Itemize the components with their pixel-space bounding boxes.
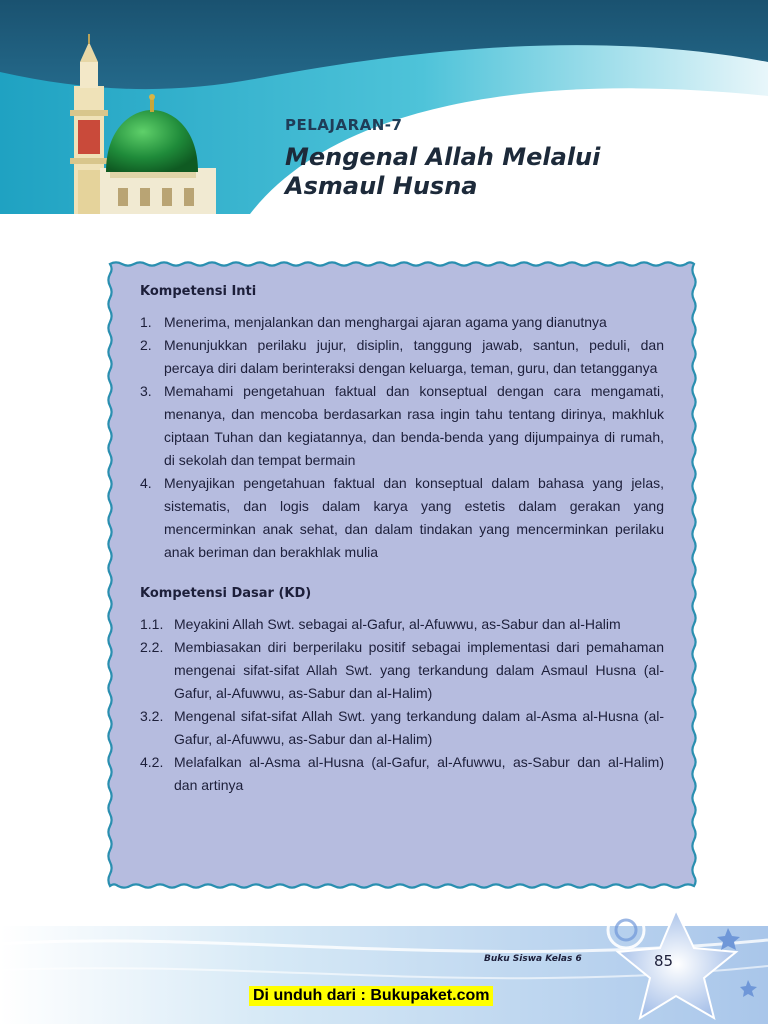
list-item: 2. Menunjukkan perilaku jujur, disiplin, tanggung jawab, santun, peduli, dan percaya diri dalam berinteraksi dengan keluarga, teman, guru, dan tetangganya [140,337,664,376]
kompetensi-inti-list [140,311,664,564]
list-item: 3. Memahami pengetahuan faktual dan konseptual dengan cara mengamati, menanya, dan mencoba berdasarkan rasa ingin tahu tentang dirinya, makhluk ciptaan Tuhan dan kegiatannya, dan benda-benda yang dijumpainya di rumah, di sekolah dan tempat bermain [140,383,664,468]
page-footer [0,900,768,1024]
list-item: 1. Menerima, menjalankan dan menghargai ajaran agama yang dianutnya [140,314,607,330]
lesson-title-line-2: Asmaul Husna [285,172,478,200]
list-item: 4. Menyajikan pengetahuan faktual dan konseptual dalam bahasa yang jelas, sistematis, dan logis dalam karya yang estetis dalam gerakan yang mencerminkan anak sehat, dan dalam tindakan yang mencerminkan perilaku anak beriman dan berakhlak mulia [140,475,664,560]
list-item: 4.2. Melafalkan al-Asma al-Husna (al-Gafur, al-Afuwwu, as-Sabur dan al-Halim) dan artinya [140,754,664,793]
competency-box [140,284,664,797]
kompetensi-inti-title: Kompetensi Inti [140,284,257,299]
list-item: 2.2. Membiasakan diri berperilaku positif sebagai implementasi dari pemahaman mengenai sifat-sifat Allah Swt. yang terkandung dalam Asmaul Husna (al-Gafur, al-Afuwwu, as-Sabur dan al-Halim) [140,639,664,701]
page-number: 85 [654,952,674,970]
lesson-label: PELAJARAN-7 [285,116,403,134]
download-source-note: Di unduh dari : Bukupaket.com [249,986,493,1006]
list-item: 3.2. Mengenal sifat-sifat Allah Swt. yang terkandung dalam al-Asma al-Husna (al-Gafur, al-Afuwwu, as-Sabur dan al-Halim) [140,708,664,747]
kompetensi-dasar-list [140,613,664,797]
lesson-title-line-1: Mengenal Allah Melalui [285,143,601,171]
list-item: 1.1. Meyakini Allah Swt. sebagai al-Gafur, al-Afuwwu, as-Sabur dan al-Halim [140,616,621,632]
book-label: Buku Siswa Kelas 6 [484,954,582,964]
kompetensi-dasar-title: Kompetensi Dasar (KD) [140,586,312,601]
